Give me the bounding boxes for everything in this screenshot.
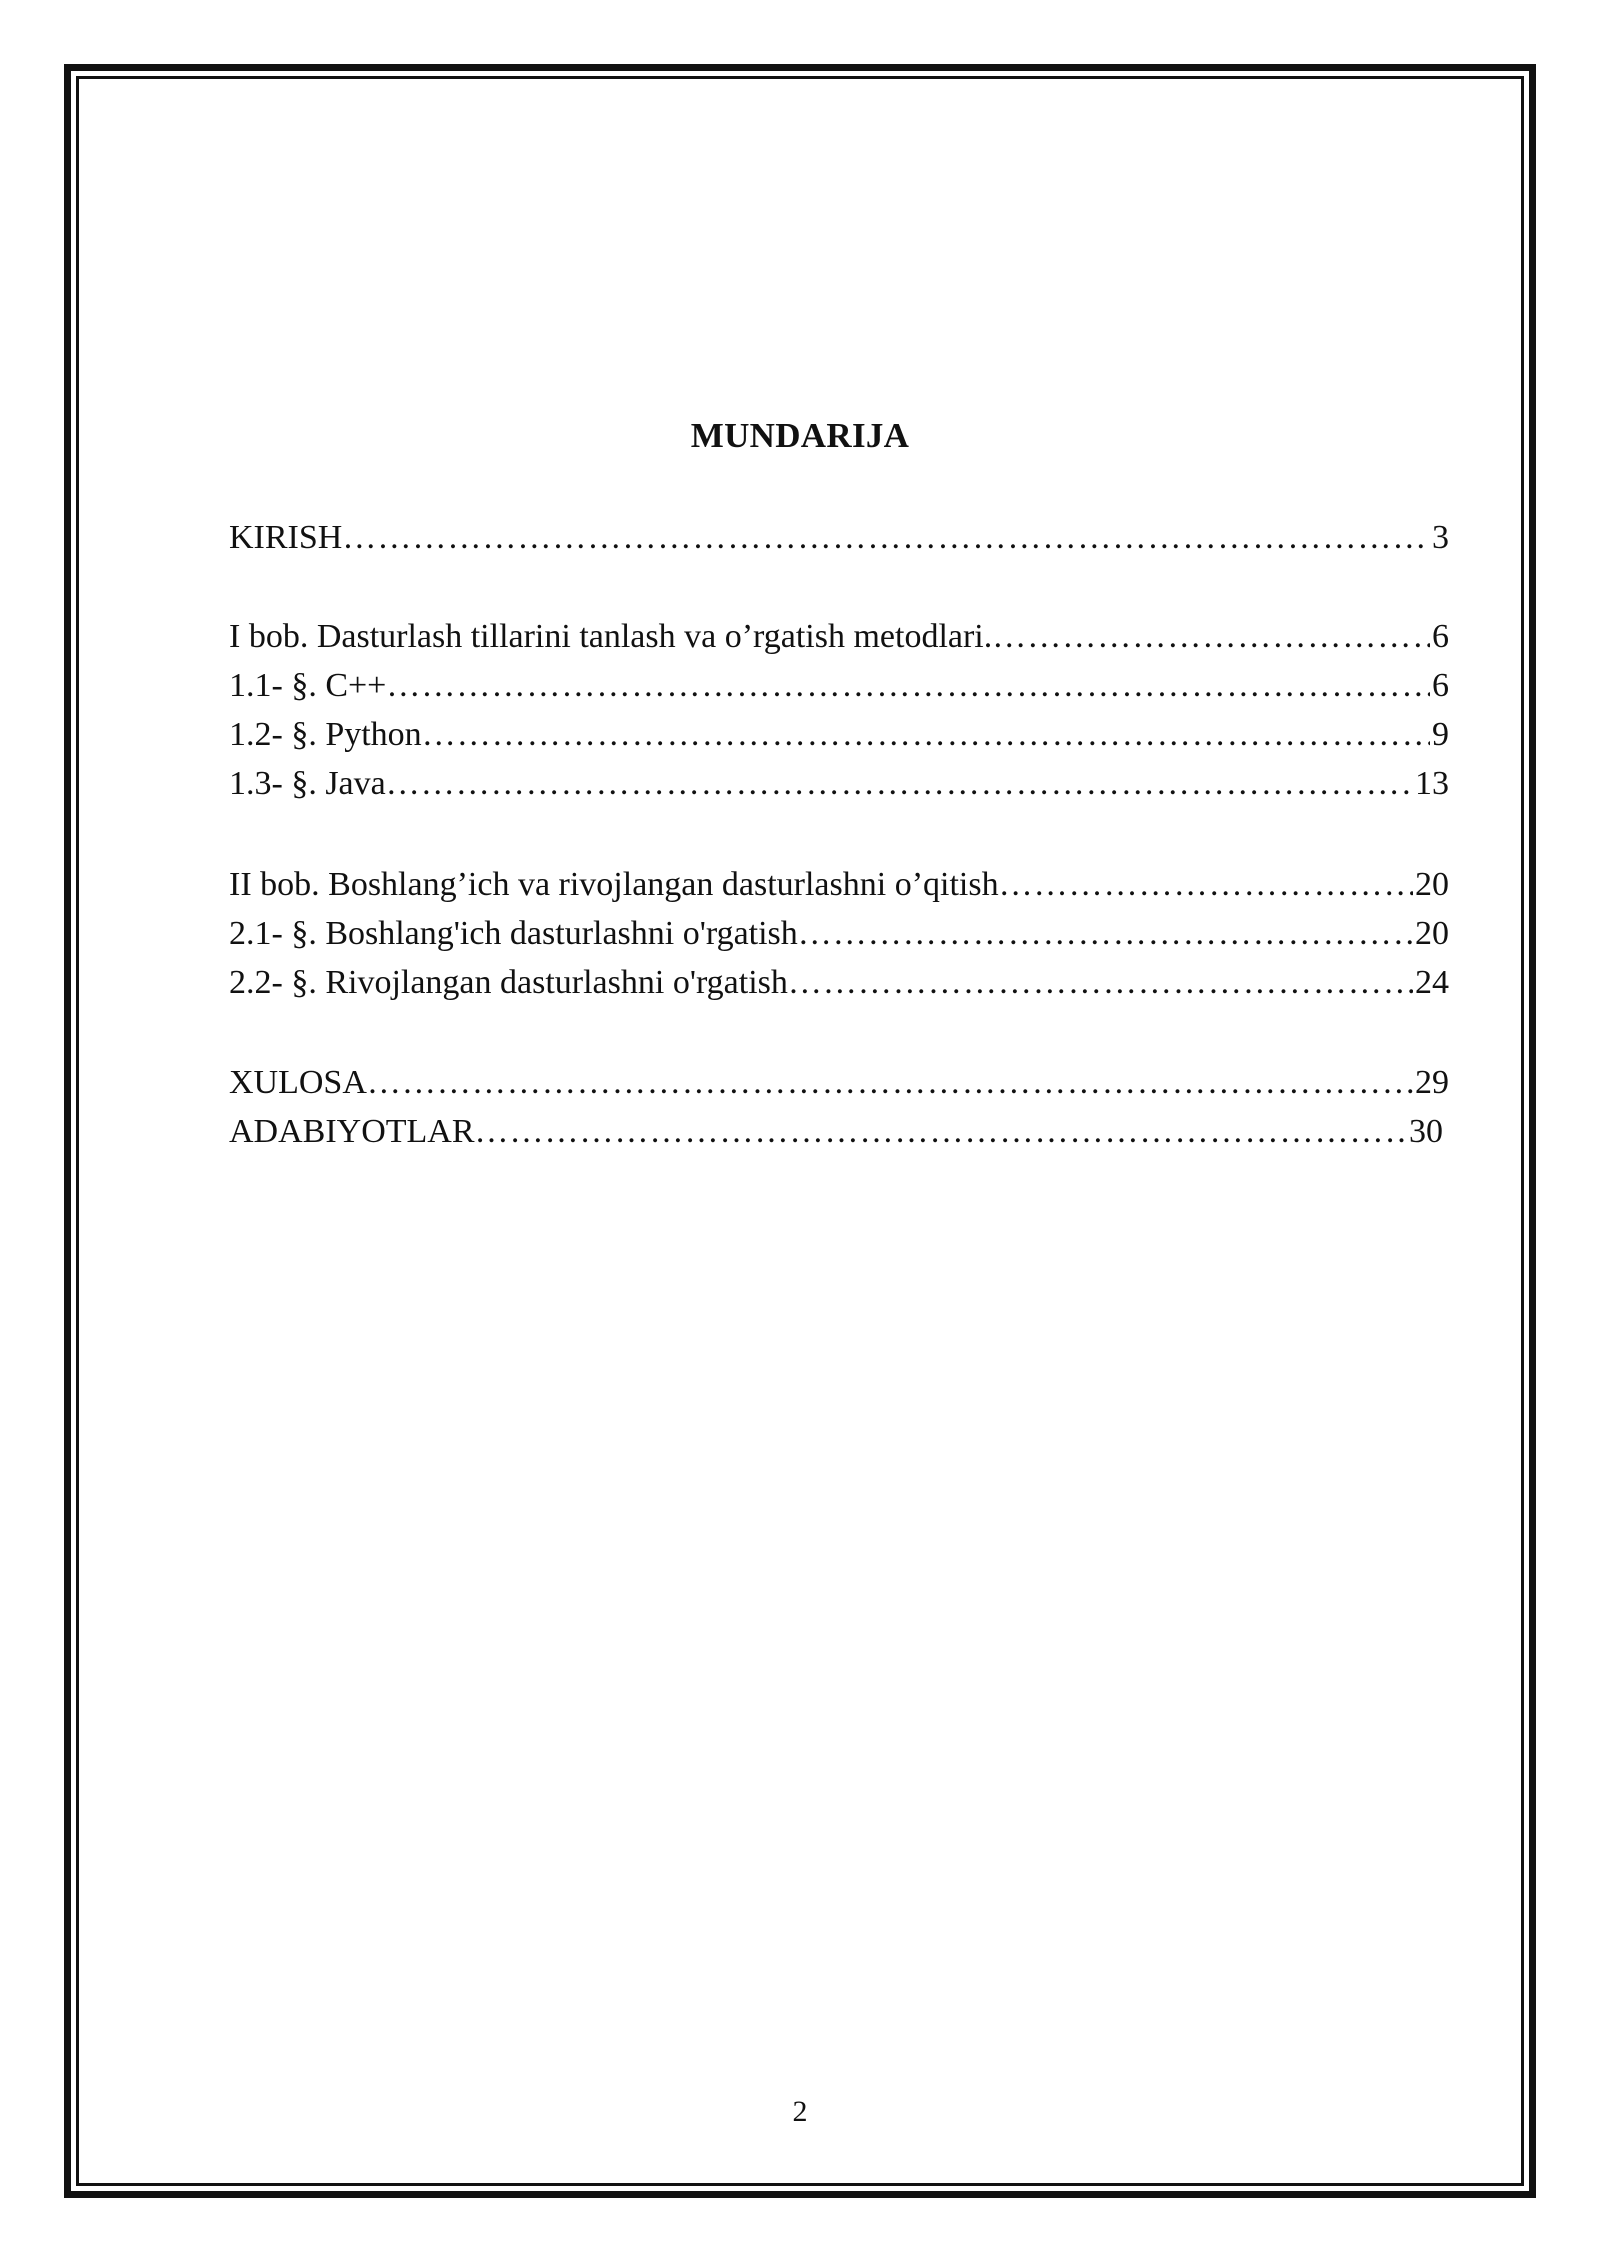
toc-dot-leader bbox=[422, 710, 1430, 760]
toc-entry-page: 24 bbox=[1415, 964, 1449, 1001]
toc-entry-label: II bob. Boshlang’ich va rivojlangan dasturlashni o’qitish bbox=[229, 866, 999, 903]
toc-entry-chapter-1 bbox=[229, 612, 1449, 662]
toc-entry-page: 30 bbox=[1409, 1113, 1443, 1150]
toc-entry-label: 1.1- §. C++ bbox=[229, 667, 387, 704]
toc-entry-page: 20 bbox=[1415, 915, 1449, 952]
toc-entry-label: ADABIYOTLAR bbox=[229, 1113, 475, 1150]
toc-entry-page: 6 bbox=[1432, 667, 1449, 704]
toc-entry-page: 29 bbox=[1415, 1064, 1449, 1101]
toc-entry-section-1-1 bbox=[229, 661, 1449, 711]
toc-entry-label: I bob. Dasturlash tillarini tanlash va o’rgatish metodlari. bbox=[229, 618, 993, 655]
toc-entry-page: 9 bbox=[1432, 716, 1449, 753]
toc-entry-xulosa bbox=[229, 1058, 1449, 1108]
toc-entry-label: 2.1- §. Boshlang'ich dasturlashni o'rgatish bbox=[229, 915, 798, 952]
toc-dot-leader bbox=[342, 513, 1430, 563]
toc-dot-leader bbox=[367, 1058, 1413, 1108]
toc-entry-page: 20 bbox=[1415, 866, 1449, 903]
toc-entry-section-1-3 bbox=[229, 759, 1449, 809]
toc-entry-section-2-1 bbox=[229, 909, 1449, 959]
toc-entry-label: 1.2- §. Python bbox=[229, 716, 422, 753]
toc-entry-section-1-2 bbox=[229, 710, 1449, 760]
toc-dot-leader bbox=[788, 958, 1413, 1008]
toc-dot-leader bbox=[798, 909, 1413, 959]
toc-dot-leader bbox=[386, 759, 1413, 809]
toc-entry-label: KIRISH bbox=[229, 519, 343, 556]
toc-entry-section-2-2 bbox=[229, 958, 1449, 1008]
toc-entry-label: 1.3- §. Java bbox=[229, 765, 386, 802]
toc-entry-kirish bbox=[229, 513, 1449, 563]
toc-dot-leader bbox=[992, 612, 1430, 662]
page-title: MUNDARIJA bbox=[690, 416, 910, 455]
toc-entry-page: 3 bbox=[1432, 519, 1449, 556]
toc-entry-label: 2.2- §. Rivojlangan dasturlashni o'rgatish bbox=[229, 964, 788, 1001]
toc-dot-leader bbox=[475, 1107, 1407, 1157]
toc-entry-label: XULOSA bbox=[229, 1064, 367, 1101]
toc-dot-leader bbox=[386, 661, 1430, 711]
toc-entry-adabiyotlar bbox=[229, 1107, 1443, 1157]
page-number: 2 bbox=[792, 2095, 808, 2128]
toc-entry-chapter-2 bbox=[229, 860, 1449, 910]
toc-dot-leader bbox=[999, 860, 1413, 910]
toc-entry-page: 6 bbox=[1432, 618, 1449, 655]
toc-entry-page: 13 bbox=[1415, 765, 1449, 802]
